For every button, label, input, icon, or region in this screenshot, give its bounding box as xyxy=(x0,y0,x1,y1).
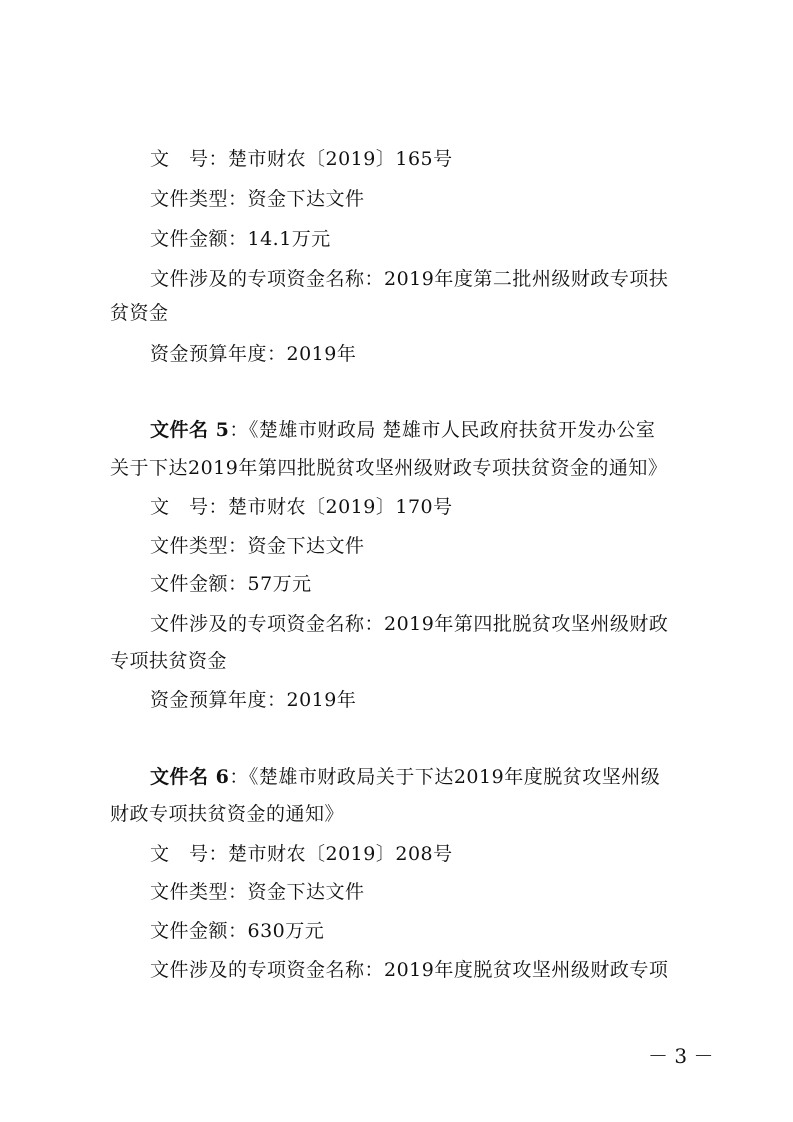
doc-amount-line: 文件金额：630万元 xyxy=(150,920,325,942)
doc-number-line: 文 号：楚市财农〔2019〕208号 xyxy=(150,843,453,865)
file-title-text: ：《楚雄市财政局关于下达2019年度脱贫攻坚州级 xyxy=(229,766,661,788)
doc-type-line: 文件类型：资金下达文件 xyxy=(150,535,365,557)
budget-year-line: 资金预算年度：2019年 xyxy=(150,689,357,711)
doc-number-line: 文 号：楚市财农〔2019〕170号 xyxy=(150,496,453,518)
budget-year-line: 资金预算年度：2019年 xyxy=(150,343,357,365)
doc-type-line: 文件类型：资金下达文件 xyxy=(150,188,365,210)
fund-name-line: 文件涉及的专项资金名称：2019年度第二批州级财政专项扶 xyxy=(150,268,669,290)
doc-number-line: 文 号：楚市财农〔2019〕165号 xyxy=(150,148,453,170)
fund-name-line: 文件涉及的专项资金名称：2019年第四批脱贫攻坚州级财政 xyxy=(150,613,669,635)
file-title-line-cont: 关于下达2019年第四批脱贫攻坚州级财政专项扶贫资金的通知》 xyxy=(110,457,668,479)
page-number: － 3 － xyxy=(648,1044,714,1068)
doc-amount-line: 文件金额：57万元 xyxy=(150,573,312,595)
fund-name-line-cont: 专项扶贫资金 xyxy=(110,650,228,672)
doc-type-line: 文件类型：资金下达文件 xyxy=(150,881,365,903)
file-title-line-cont: 财政专项扶贫资金的通知》 xyxy=(110,803,345,825)
doc-amount-line: 文件金额：14.1万元 xyxy=(150,228,331,250)
file-label: 文件名 5 xyxy=(150,419,230,441)
fund-name-line: 文件涉及的专项资金名称：2019年度脱贫攻坚州级财政专项 xyxy=(150,959,669,981)
file-title-text: ：《楚雄市财政局 楚雄市人民政府扶贫开发办公室 xyxy=(229,419,656,441)
file-title-line xyxy=(150,417,655,443)
file-title-line xyxy=(150,764,660,790)
fund-name-line-cont: 贫资金 xyxy=(110,302,169,324)
file-label: 文件名 6 xyxy=(150,766,230,788)
